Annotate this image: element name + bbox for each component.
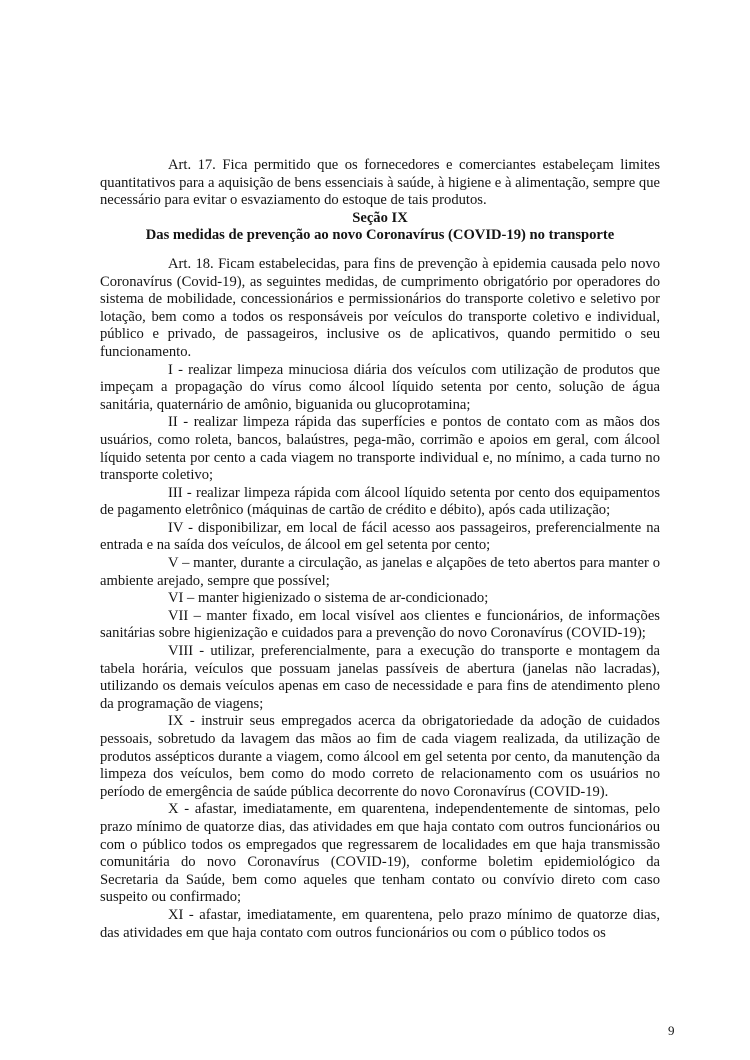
article-18-item-iii: III - realizar limpeza rápida com álcool líquido setenta por cento dos equipamentos de pagamento eletrônico (máquinas de cartão de crédito e débito), após cada utilização; (100, 484, 660, 519)
page-number: 9 (668, 1023, 675, 1038)
document-body (100, 157, 660, 942)
article-18-item-vi: VI – manter higienizado o sistema de ar-condicionado; (168, 590, 489, 607)
section-ix-label: Seção IX (352, 209, 408, 226)
article-18-item-iv: IV - disponibilizar, em local de fácil acesso aos passageiros, preferencialmente na entrada e na saída dos veículos, de álcool em gel setenta por cento; (100, 519, 660, 554)
article-18-item-xi: XI - afastar, imediatamente, em quarentena, pelo prazo mínimo de quatorze dias, das atividades em que haja contato com outros funcionários ou com o público todos os (100, 906, 660, 941)
article-18-item-x: X - afastar, imediatamente, em quarentena, independentemente de sintomas, pelo prazo mínimo de quatorze dias, das atividades em que haja contato com outros funcionários ou com o público todos os empregados que regressarem de localidades em que haja transmissão comunitária do novo Coronavírus (COVID-19), conforme boletim epidemiológico da Secretaria da Saúde, bem como aqueles que tenham contato ou convívio direto com caso suspeito ou confirmado; (100, 801, 660, 906)
section-ix-heading (100, 210, 660, 245)
article-17-paragraph: Art. 17. Fica permitido que os fornecedores e comerciantes estabeleçam limites quantitativos para a aquisição de bens essenciais à saúde, à higiene e à alimentação, sempre que necessário para evitar o esvaziamento do estoque de tais produtos. (100, 157, 660, 209)
section-ix-title: Das medidas de prevenção ao novo Coronavírus (COVID-19) no transporte (145, 227, 615, 244)
article-18-caput: Art. 18. Ficam estabelecidas, para fins de prevenção à epidemia causada pelo novo Coronavírus (Covid-19), as seguintes medidas, de cumprimento obrigatório por operadores do sistema de mobilidade, concessionários e permissionários do transporte coletivo e seletivo por lotação, bem como a todos os responsáveis por veículos do transporte coletivo e individual, público e privado, de passageiros, inclusive os de aplicativos, quando permitido o seu funcionamento. (100, 255, 660, 360)
article-18-item-ix: IX - instruir seus empregados acerca da obrigatoriedade da adoção de cuidados pessoais, sobretudo da lavagem das mãos ao fim de cada viagem realizada, da utilização de produtos assépticos durante a viagem, como álcool em gel setenta por cento, da manutenção da limpeza dos veículos, bem como do modo correto de relacionamento com os usuários no período de emergência de saúde pública decorrente do novo Coronavírus (COVID-19). (100, 713, 660, 800)
article-18-item-i: I - realizar limpeza minuciosa diária dos veículos com utilização de produtos que impeçam a propagação do vírus como álcool líquido setenta por cento, solução de água sanitária, quaternário de amônio, biguanida ou glucoprotamina; (100, 361, 660, 413)
article-18-item-v: V – manter, durante a circulação, as janelas e alçapões de teto abertos para manter o ambiente arejado, sempre que possível; (100, 555, 660, 589)
article-18-item-vii: VII – manter fixado, em local visível aos clientes e funcionários, de informações sanitárias sobre higienização e cuidados para a prevenção do novo Coronavírus (COVID-19); (100, 607, 660, 642)
article-18-item-ii: II - realizar limpeza rápida das superfícies e pontos de contato com as mãos dos usuários, como roleta, bancos, balaústres, pega-mão, corrimão e apoios em geral, com álcool líquido setenta por cento a cada viagem no transporte individual e, no mínimo, a cada turno no transporte coletivo; (100, 414, 660, 484)
article-18-item-viii: VIII - utilizar, preferencialmente, para a execução do transporte e montagem da tabela horária, veículos que possuam janelas passíveis de abertura (janelas não lacradas), utilizando os demais veículos apenas em caso de necessidade e para fins de atendimento pleno da programação de viagens; (100, 643, 660, 712)
